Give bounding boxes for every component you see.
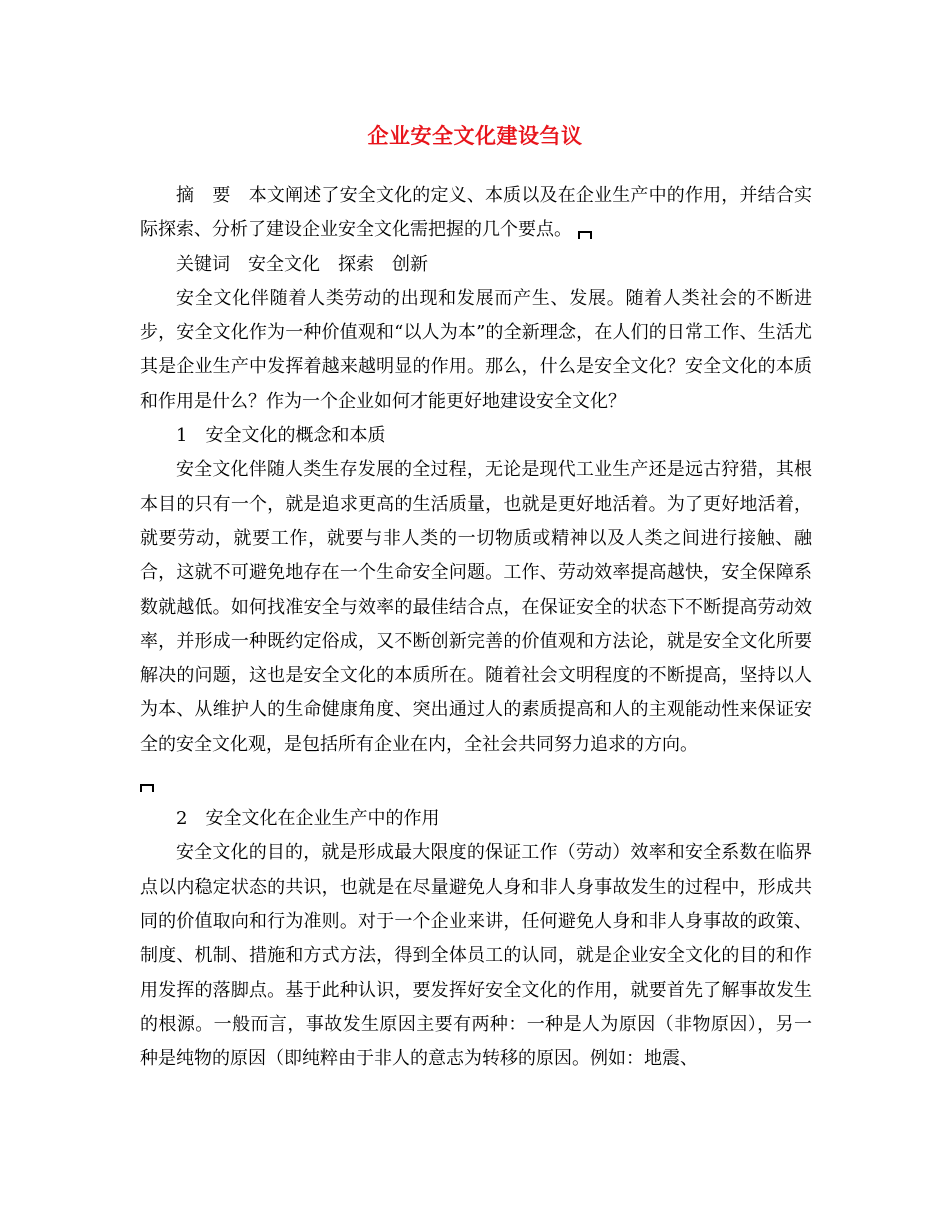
section1-paragraph: 安全文化伴随人类生存发展的全过程，无论是现代工业生产还是远古狩猎，其根本目的只有一个，就是追求更高的生活质量，也就是更好地活着。为了更好地活着，就要劳动，就要工作，就要与非人类的一切物质或精神以及人类之间进行接触、融合，这就不可避免地存在一个生命安全问题。工作、劳动效率提高越快，安全保障系数就越低。如何找准安全与效率的最佳结合点，在保证安全的状态下不断提高劳动效率，并形成一种既约定俗成，又不断创新完善的价值观和方法论，就是安全文化所要解决的问题，这也是安全文化的本质所在。随着社会文明程度的不断提高，坚持以人为本、从维护人的生命健康角度、突出通过人的素质提高和人的主观能动性来保证安全的安全文化观，是包括所有企业在内，全社会共同努力追求的方向。	[140, 459, 812, 755]
abstract-paragraph	[140, 179, 812, 248]
abstract-text: 摘 要 本文阐述了安全文化的定义、本质以及在企业生产中的作用，并结合实际探索、分析了建设企业安全文化需把握的几个要点。	[140, 185, 812, 241]
intro-paragraph: 安全文化伴随着人类劳动的出现和发展而产生、发展。随着人类社会的不断进步，安全文化作为一种价值观和“以人为本”的全新理念，在人们的日常工作、生活尤其是企业生产中发挥着越来越明显的作用。那么，什么是安全文化？安全文化的本质和作用是什么？作为一个企业如何才能更好地建设安全文化？	[140, 287, 812, 412]
page-title: 企业安全文化建设刍议	[367, 123, 583, 148]
section1-heading: 1 安全文化的概念和本质	[176, 425, 386, 447]
paragraph-break	[140, 762, 812, 802]
section2-heading: 2 安全文化在企业生产中的作用	[176, 808, 440, 830]
document-body	[140, 179, 812, 1076]
paragraph-mark-icon	[578, 231, 592, 239]
section2-paragraph: 安全文化的目的，就是形成最大限度的保证工作（劳动）效率和安全系数在临界点以内稳定状态的共识，也就是在尽量避免人身和非人身事故发生的过程中，形成共同的价值取向和行为准则。对于一个企业来讲，任何避免人身和非人身事故的政策、制度、机制、措施和方式方法，得到全体员工的认同，就是企业安全文化的目的和作用发挥的落脚点。基于此种认识，要发挥好安全文化的作用，就要首先了解事故发生的根源。一般而言，事故发生原因主要有两种：一种是人为原因（非物原因），另一种是纯物的原因（即纯粹由于非人的意志为转移的原因。例如：地震、	[140, 842, 812, 1070]
paragraph-mark-icon	[140, 784, 154, 792]
keywords-line: 关键词 安全文化 探索 创新	[176, 253, 428, 275]
